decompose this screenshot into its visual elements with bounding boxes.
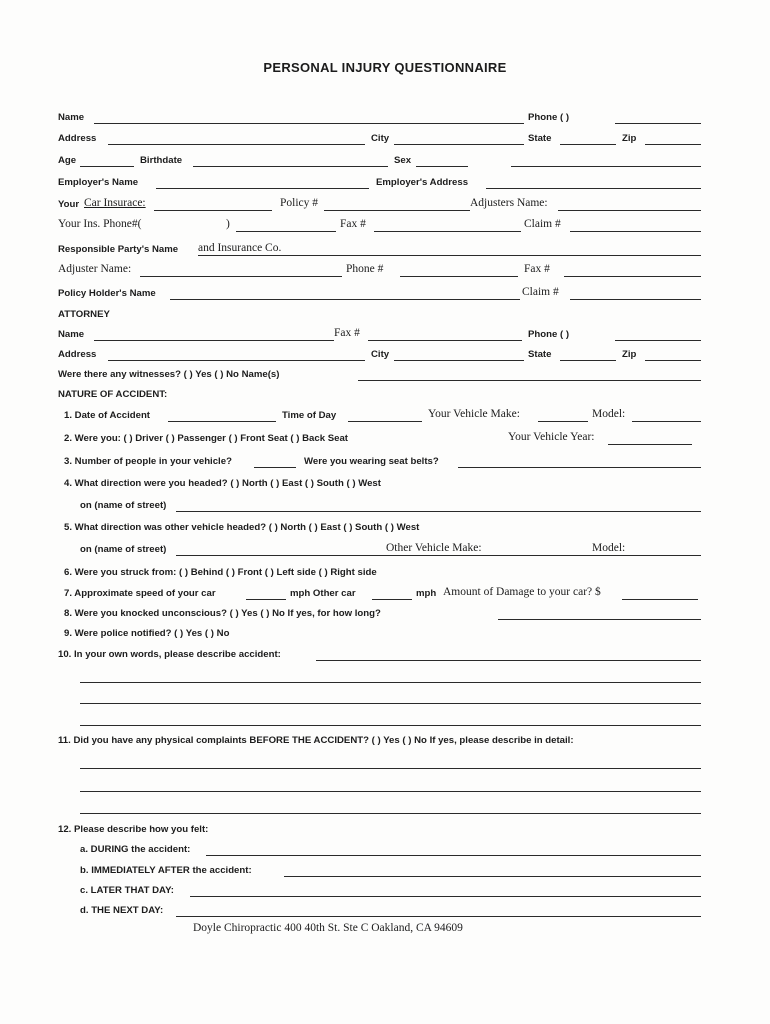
city-field[interactable] [394, 144, 524, 145]
adjuster-fax-field[interactable] [564, 276, 701, 277]
policy-field[interactable] [324, 210, 470, 211]
question-10 [58, 647, 701, 663]
question-12d [58, 903, 701, 919]
time-of-day-field[interactable] [348, 421, 422, 422]
vehicle-make-label: Your Vehicle Make: [428, 408, 520, 420]
question-7 [58, 586, 701, 602]
q10-extra-2 [58, 690, 701, 706]
and-insurance-label: and Insurance Co. [198, 242, 282, 254]
question-12c [58, 883, 701, 899]
q11-label[interactable]: 11. Did you have any physical complaints BEFORE THE ACCIDENT? ( ) Yes ( ) No If yes, please describe in detail: [58, 735, 574, 746]
your-label: Your [58, 199, 80, 210]
row-policy-holder [58, 286, 701, 302]
vehicle-year-label: Your Vehicle Year: [508, 431, 595, 443]
attorney-fax-field[interactable] [368, 340, 522, 341]
q4-street-label: on (name of street) [80, 500, 167, 511]
ins-fax-label: Fax # [340, 218, 366, 230]
unconscious-duration-field[interactable] [498, 619, 701, 620]
city-label: City [371, 133, 390, 144]
adjuster-phone-field[interactable] [400, 276, 518, 277]
car-insurance-label: Car Insurace: [84, 197, 146, 209]
q11-line-1[interactable] [80, 768, 701, 769]
q10-line-2[interactable] [80, 682, 701, 683]
q1-time-label: Time of Day [282, 410, 337, 421]
q12b-label: b. IMMEDIATELY AFTER the accident: [80, 865, 252, 876]
row-adjuster [58, 263, 701, 279]
damage-label: Amount of Damage to your car? $ [443, 586, 601, 598]
row-attorney-name [58, 327, 701, 343]
row-attorney-address [58, 347, 701, 363]
age-field[interactable] [80, 166, 134, 167]
q4-label[interactable]: 4. What direction were you headed? ( ) North ( ) East ( ) South ( ) West [64, 478, 381, 489]
q10-line-4[interactable] [80, 725, 701, 726]
q4-street-field[interactable] [176, 511, 701, 512]
ins-phone-paren: ) [226, 218, 230, 230]
attorney-address-label: Address [58, 349, 97, 360]
q8-label[interactable]: 8. Were you knocked unconscious? ( ) Yes ( ) No If yes, for how long? [64, 608, 381, 619]
birthdate-label: Birthdate [140, 155, 183, 166]
nature-heading: NATURE OF ACCIDENT: [58, 389, 168, 400]
question-4-street [58, 498, 701, 514]
zip-label: Zip [622, 133, 637, 144]
question-11 [58, 733, 701, 749]
seat-belts-field[interactable] [458, 467, 701, 468]
attorney-city-field[interactable] [394, 360, 524, 361]
q12d-field[interactable] [176, 916, 701, 917]
adjuster-name-label: Adjuster Name: [58, 263, 132, 275]
other-vehicle-model-label: Model: [592, 542, 626, 554]
question-9 [58, 626, 701, 642]
q5-label[interactable]: 5. What direction was other vehicle headed? ( ) North ( ) East ( ) South ( ) West [64, 522, 420, 533]
q10-line-1[interactable] [316, 660, 701, 661]
state-label: State [528, 133, 552, 144]
question-12a [58, 842, 701, 858]
employer-address-label: Employer's Address [376, 177, 469, 188]
policy-holder-field[interactable] [170, 299, 520, 300]
question-12 [58, 822, 701, 838]
address-field[interactable] [108, 144, 365, 145]
question-8 [58, 606, 701, 622]
attorney-zip-field[interactable] [645, 360, 701, 361]
q12c-field[interactable] [190, 896, 701, 897]
employer-address-field[interactable] [486, 188, 701, 189]
speed-other-car-field[interactable] [372, 599, 412, 600]
name-field[interactable] [94, 123, 524, 124]
attorney-address-field[interactable] [108, 360, 365, 361]
q9-label[interactable]: 9. Were police notified? ( ) Yes ( ) No [64, 628, 230, 639]
attorney-fax-label: Fax # [334, 327, 360, 339]
footer-address: Doyle Chiropractic 400 40th St. Ste C Oakland, CA 94609 [193, 922, 463, 934]
row-responsible-party [58, 242, 701, 258]
ins-phone-field[interactable] [236, 231, 336, 232]
row-attorney-heading [58, 307, 701, 323]
attorney-name-label: Name [58, 329, 85, 340]
witnesses-field[interactable] [358, 380, 701, 381]
phone-label: Phone ( ) [528, 112, 570, 123]
vehicle-model-field[interactable] [632, 421, 701, 422]
question-5-street [58, 542, 701, 558]
q5-street-label: on (name of street) [80, 544, 167, 555]
q2-label[interactable]: 2. Were you: ( ) Driver ( ) Passenger ( ) Front Seat ( ) Back Seat [64, 433, 348, 444]
responsible-party-field[interactable] [198, 255, 701, 256]
age-label: Age [58, 155, 77, 166]
attorney-city-label: City [371, 349, 390, 360]
employer-name-label: Employer's Name [58, 177, 139, 188]
witnesses-question: Were there any witnesses? ( ) Yes ( ) No Name(s) [58, 369, 280, 380]
policy-holder-label: Policy Holder's Name [58, 288, 156, 299]
q12a-label: a. DURING the accident: [80, 844, 191, 855]
q12c-label: c. LATER THAT DAY: [80, 885, 174, 896]
policy-holder-claim-field[interactable] [570, 299, 701, 300]
question-1 [58, 408, 701, 424]
question-5 [58, 520, 701, 536]
row-ins-phone [58, 218, 701, 234]
q1-label: 1. Date of Accident [64, 410, 151, 421]
vehicle-year-field[interactable] [608, 444, 692, 445]
car-insurance-field[interactable] [154, 210, 272, 211]
row-car-insurance [58, 197, 701, 213]
q3-label: 3. Number of people in your vehicle? [64, 456, 232, 467]
attorney-phone-label: Phone ( ) [528, 329, 570, 340]
other-vehicle-make-label: Other Vehicle Make: [386, 542, 482, 554]
ins-claim-field[interactable] [570, 231, 701, 232]
attorney-state-label: State [528, 349, 552, 360]
q7-label: 7. Approximate speed of your car [64, 588, 216, 599]
row-age [58, 153, 701, 169]
q10-line-3[interactable] [80, 703, 701, 704]
q11-line-3[interactable] [80, 813, 701, 814]
ins-claim-label: Claim # [524, 218, 561, 230]
ins-phone-label: Your Ins. Phone#( [58, 218, 142, 230]
vehicle-model-label: Model: [592, 408, 626, 420]
vehicle-make-field[interactable] [538, 421, 588, 422]
q6-label[interactable]: 6. Were you struck from: ( ) Behind ( ) Front ( ) Left side ( ) Right side [64, 567, 377, 578]
damage-field[interactable] [622, 599, 698, 600]
q11-extra-2 [58, 778, 701, 794]
question-6 [58, 565, 701, 581]
adjuster-fax-label: Fax # [524, 263, 550, 275]
adjusters-name-field[interactable] [558, 210, 701, 211]
row-address [58, 131, 701, 147]
row-nature-heading [58, 387, 701, 403]
attorney-zip-label: Zip [622, 349, 637, 360]
question-4 [58, 476, 701, 492]
q12-label: 12. Please describe how you felt: [58, 824, 209, 835]
form-title: PERSONAL INJURY QUESTIONNAIRE [263, 60, 507, 75]
seat-belts-label: Were you wearing seat belts? [304, 456, 439, 467]
people-in-vehicle-field[interactable] [254, 467, 296, 468]
attorney-phone-field[interactable] [615, 340, 701, 341]
phone-field[interactable] [615, 123, 701, 124]
q5-street-field[interactable] [176, 555, 701, 556]
q7-mph2-label: mph [416, 588, 437, 599]
birthdate-field[interactable] [193, 166, 388, 167]
q11-extra-1 [58, 755, 701, 771]
adjusters-name-label: Adjusters Name: [470, 197, 548, 209]
q12d-label: d. THE NEXT DAY: [80, 905, 164, 916]
policy-label: Policy # [280, 197, 319, 209]
q10-extra-1 [58, 669, 701, 685]
policy-holder-claim-label: Claim # [522, 286, 559, 298]
responsible-party-label: Responsible Party's Name [58, 244, 179, 255]
adjuster-phone-label: Phone # [346, 263, 384, 275]
q11-line-2[interactable] [80, 791, 701, 792]
address-label: Address [58, 133, 97, 144]
q10-extra-3 [58, 712, 701, 728]
zip-field[interactable] [645, 144, 701, 145]
attorney-heading: ATTORNEY [58, 309, 110, 320]
name-label: Name [58, 112, 85, 123]
row-employer [58, 175, 701, 191]
ins-fax-field[interactable] [374, 231, 521, 232]
extra-field[interactable] [511, 166, 701, 167]
adjuster-name-field[interactable] [140, 276, 342, 277]
q10-label: 10. In your own words, please describe accident: [58, 649, 281, 660]
question-2 [58, 431, 701, 447]
attorney-name-field[interactable] [94, 340, 334, 341]
state-field[interactable] [560, 144, 616, 145]
question-3 [58, 454, 701, 470]
attorney-state-field[interactable] [560, 360, 616, 361]
date-of-accident-field[interactable] [168, 421, 276, 422]
q7-mph-label: mph Other car [290, 588, 356, 599]
q12a-field[interactable] [206, 855, 701, 856]
employer-name-field[interactable] [156, 188, 369, 189]
row-name [58, 110, 701, 126]
speed-your-car-field[interactable] [246, 599, 286, 600]
question-12b [58, 863, 701, 879]
q11-extra-3 [58, 800, 701, 816]
row-witnesses [58, 367, 701, 383]
sex-field[interactable] [416, 166, 468, 167]
sex-label: Sex [394, 155, 412, 166]
q12b-field[interactable] [284, 876, 701, 877]
